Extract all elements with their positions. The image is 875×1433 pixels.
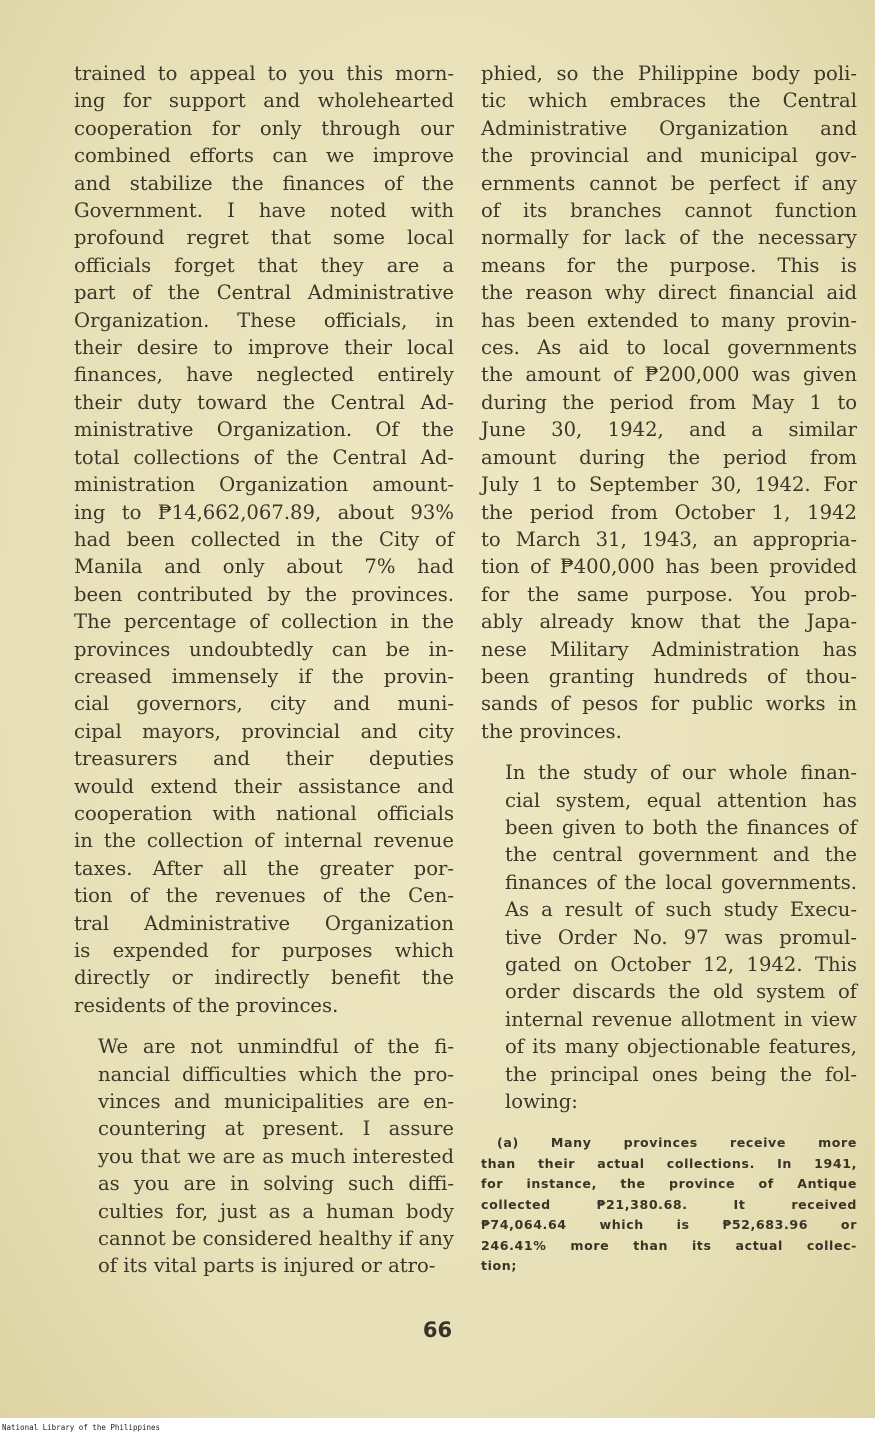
text-line: in the collection of internal revenue [74, 829, 454, 853]
left-paragraph-2 [74, 1033, 454, 1280]
text-line: the period from October 1, 1942 [481, 500, 857, 524]
text-line: ing for support and wholehearted [74, 89, 454, 113]
text-line: provinces undoubtedly can be in- [74, 637, 454, 661]
text-line: vinces and municipalities are en- [98, 1090, 454, 1114]
text-line: finances of the local governments. [505, 870, 857, 894]
text-line: order discards the old system of [505, 980, 857, 1004]
text-line: their desire to improve their local [74, 336, 454, 360]
text-line: means for the purpose. This is [481, 253, 857, 277]
text-line: nese Military Administration has [481, 637, 857, 661]
text-line: the reason why direct financial aid [481, 281, 857, 305]
text-line: amount during the period from [481, 445, 857, 469]
text-line: ministration Organization amount- [74, 473, 454, 497]
text-line: officials forget that they are a [74, 253, 454, 277]
text-line: sands of pesos for public works in [481, 692, 857, 716]
text-line: tic which embraces the Central [481, 89, 857, 113]
text-line: collected ₱21,380.68. It received [481, 1196, 857, 1212]
text-line: cial governors, city and muni- [74, 692, 454, 716]
right-column [481, 60, 857, 1277]
text-line: gated on October 12, 1942. This [505, 953, 857, 976]
text-line: tion; [481, 1258, 517, 1274]
text-line: 246.41% more than its actual collec- [481, 1237, 857, 1253]
text-line: ernments cannot be perfect if any [481, 171, 857, 195]
text-line: cannot be considered healthy if any [98, 1227, 454, 1251]
text-line: the provincial and municipal gov- [481, 144, 857, 168]
text-line: of its vital parts is injured or atro- [98, 1254, 436, 1278]
text-line: than their actual collections. In 1941, [481, 1155, 857, 1171]
footnote-a [481, 1133, 857, 1277]
text-line: nancial difficulties which the pro- [98, 1062, 454, 1086]
text-line: trained to appeal to you this morn- [74, 62, 454, 85]
text-line: as you are in solving such diffi- [98, 1172, 454, 1196]
text-line: normally for lack of the necessary [481, 226, 857, 250]
text-line: combined efforts can we improve [74, 144, 454, 168]
text-line: taxes. After all the greater por- [74, 856, 454, 880]
text-line: Government. I have noted with [74, 199, 454, 223]
text-line: their duty toward the Central Ad- [74, 390, 454, 414]
text-line: As a result of such study Execu- [505, 898, 857, 922]
text-line: cooperation with national officials [74, 801, 454, 825]
text-line: and stabilize the finances of the [74, 171, 454, 195]
text-line: been given to both the finances of [505, 815, 857, 839]
text-line: total collections of the Central Ad- [74, 445, 454, 469]
text-line: July 1 to September 30, 1942. For [481, 473, 857, 497]
text-line: Administrative Organization and [481, 116, 857, 140]
text-line: the provinces. [481, 719, 622, 743]
text-line: Organization. These officials, in [74, 308, 454, 332]
text-line: of its branches cannot function [481, 199, 857, 223]
text-line: would extend their assistance and [74, 774, 454, 798]
text-line: tion of ₱400,000 has been provided [481, 555, 857, 579]
text-line: the principal ones being the fol- [505, 1062, 857, 1086]
text-line: been granting hundreds of thou- [481, 664, 857, 688]
left-column [74, 60, 454, 1280]
text-line: The percentage of collection in the [74, 610, 454, 634]
text-line: ministrative Organization. Of the [74, 418, 454, 442]
text-line: tion of the revenues of the Cen- [74, 884, 454, 908]
text-line: ably already know that the Japa- [481, 610, 857, 634]
text-line: ₱74,064.64 which is ₱52,683.96 or [481, 1217, 857, 1233]
text-line: (a) Many provinces receive more [497, 1135, 857, 1151]
text-line: the central government and the [505, 843, 857, 867]
text-line: We are not unmindful of the fi- [98, 1035, 454, 1059]
right-paragraph-2 [481, 759, 857, 1115]
text-line: lowing: [505, 1090, 578, 1114]
text-line: ces. As aid to local governments [481, 336, 857, 360]
library-footer: National Library of the Philippines [2, 1423, 161, 1432]
text-line: to March 31, 1943, an appropria- [481, 527, 857, 551]
text-line: treasurers and their deputies [74, 747, 454, 771]
text-line: Manila and only about 7% had [74, 555, 454, 579]
text-line: cipal mayors, provincial and city [74, 719, 454, 743]
text-line: the amount of ₱200,000 was given [481, 363, 857, 387]
text-line: creased immensely if the provin- [74, 664, 454, 688]
text-line: during the period from May 1 to [481, 390, 857, 414]
text-line: phied, so the Philippine body poli- [481, 62, 857, 85]
text-line: culties for, just as a human body [98, 1199, 454, 1223]
text-line: profound regret that some local [74, 226, 454, 250]
text-line: for instance, the province of Antique [481, 1176, 857, 1192]
text-line: June 30, 1942, and a similar [481, 418, 857, 442]
text-line: internal revenue allotment in view [505, 1007, 857, 1031]
text-line: part of the Central Administrative [74, 281, 454, 305]
right-paragraph-1 [481, 60, 857, 745]
text-line: cial system, equal attention has [505, 788, 857, 812]
text-line: directly or indirectly benefit the [74, 966, 454, 990]
text-line: you that we are as much interested [98, 1144, 454, 1168]
text-line: of its many objectionable features, [505, 1035, 857, 1059]
text-line: In the study of our whole finan- [505, 761, 857, 785]
text-line: for the same purpose. You prob- [481, 582, 857, 606]
text-line: residents of the provinces. [74, 993, 339, 1017]
text-line: tral Administrative Organization [74, 911, 454, 935]
text-line: ing to ₱14,662,067.89, about 93% [74, 500, 454, 524]
text-line: had been collected in the City of [74, 527, 454, 551]
text-line: tive Order No. 97 was promul- [505, 925, 857, 949]
text-line: is expended for purposes which [74, 939, 454, 962]
text-line: cooperation for only through our [74, 116, 454, 140]
page-number: 66 [422, 1318, 453, 1342]
text-line: has been extended to many provin- [481, 308, 857, 332]
left-paragraph-1 [74, 60, 454, 1019]
text-line: been contributed by the provinces. [74, 582, 454, 606]
text-line: finances, have neglected entirely [74, 363, 454, 387]
text-line: countering at present. I assure [98, 1117, 454, 1141]
